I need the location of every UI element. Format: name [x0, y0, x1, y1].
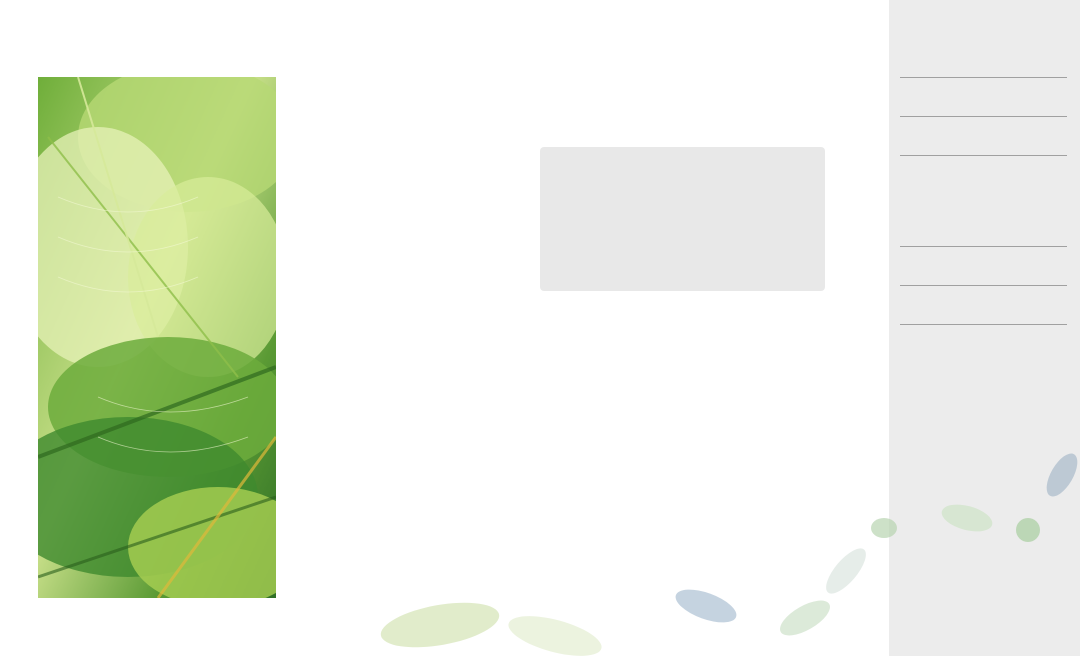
nav-moving-forward[interactable]: [900, 246, 1067, 285]
nav-reflecting-on-progress[interactable]: [900, 116, 1067, 155]
nav-sub-diversity-equity[interactable]: [900, 172, 1067, 189]
nav-sub-external-impact[interactable]: [900, 223, 1067, 240]
nav-sub-list: [900, 168, 1067, 246]
nav-sub-workforce-wellbeing[interactable]: [900, 206, 1067, 223]
nav-messages-from-leadership[interactable]: [900, 77, 1067, 116]
section-nav: [900, 77, 1067, 325]
nav-endnotes[interactable]: [900, 285, 1067, 325]
nav-sub-inclusion-belonging[interactable]: [900, 189, 1067, 206]
nav-strategy-for-change[interactable]: [900, 155, 1067, 168]
